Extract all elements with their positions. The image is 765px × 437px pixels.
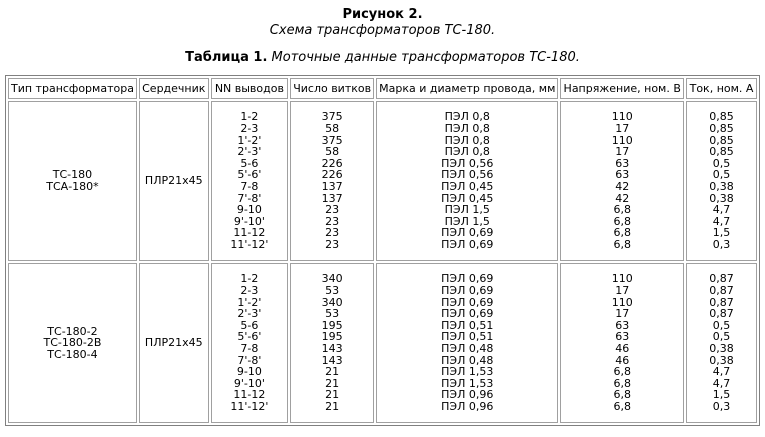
terminals-value: 7'-8'	[237, 191, 262, 205]
terminals-value: 5'-6'	[237, 330, 262, 344]
current-value: 0,85	[709, 110, 734, 124]
header-turns: Число витков	[290, 78, 374, 99]
figure-title: Рисунок 2.	[342, 7, 423, 22]
transformer-type: ТС-180-2	[47, 324, 98, 338]
current-value: 0,85	[709, 122, 734, 136]
voltage-cell	[560, 101, 684, 261]
voltage-value: 110	[611, 133, 633, 147]
wire-value: ПЭЛ 1,53	[441, 365, 494, 379]
turns-value: 340	[321, 295, 343, 309]
turns-value: 226	[321, 156, 343, 170]
terminals-value: 9-10	[236, 365, 262, 379]
voltage-value: 6,8	[613, 226, 631, 240]
turns-value: 23	[325, 203, 340, 217]
voltage-value: 6,8	[613, 365, 631, 379]
current-value: 0,5	[712, 156, 731, 170]
turns-value: 23	[325, 237, 340, 251]
wire-value: ПЭЛ 0,48	[441, 342, 494, 355]
wire-value: ПЭЛ 0,8	[444, 122, 490, 136]
current-value: 0,3	[712, 237, 731, 251]
turns-value: 375	[321, 110, 343, 124]
turns-value: 21	[325, 388, 340, 402]
wire-value: ПЭЛ 0,69	[441, 226, 494, 240]
turns-value: 23	[325, 226, 340, 240]
current-value: 0,85	[709, 133, 734, 147]
transformer-type: ТСА-180*	[46, 180, 99, 193]
terminals-value: 11-12	[233, 388, 266, 402]
wire-value: ПЭЛ 0,51	[441, 330, 494, 344]
current-value: 0,5	[712, 318, 731, 332]
terminals-value: 2'-3'	[237, 307, 262, 321]
terminals-value: 2-3	[240, 284, 259, 298]
current-value: 4,7	[712, 376, 731, 390]
current-value: 0,3	[712, 399, 731, 413]
turns-value: 195	[321, 330, 343, 344]
terminals-value: 5-6	[240, 156, 259, 170]
terminals-value: 1-2	[240, 272, 259, 286]
current-value: 0,5	[712, 330, 731, 344]
turns-cell	[290, 263, 374, 423]
turns-value: 21	[325, 399, 340, 413]
wire-value: ПЭЛ 1,5	[444, 214, 490, 228]
wire-value: ПЭЛ 0,8	[444, 145, 490, 159]
current-value: 0,38	[709, 353, 734, 367]
table-caption-prefix: Таблица 1.	[185, 50, 268, 65]
wire-value: ПЭЛ 0,8	[444, 133, 490, 147]
turns-value: 226	[321, 168, 343, 182]
transformer-type: ТС-180	[52, 168, 93, 182]
voltage-value: 110	[611, 110, 633, 124]
terminals-value: 9'-10'	[233, 214, 265, 228]
table-caption	[0, 50, 765, 66]
turns-value: 195	[321, 318, 343, 332]
wire-value: ПЭЛ 0,51	[441, 318, 494, 332]
current-value: 4,7	[712, 365, 731, 379]
current-value: 0,87	[709, 307, 734, 321]
terminals-value: 7'-8'	[237, 353, 262, 367]
wire-cell	[376, 101, 558, 261]
turns-cell	[290, 101, 374, 261]
core-cell: ПЛР21х45	[139, 101, 209, 261]
terminals-value: 2-3	[240, 122, 259, 136]
current-cell	[686, 263, 757, 423]
voltage-value: 17	[615, 307, 630, 321]
turns-value: 340	[321, 272, 343, 286]
voltage-value: 17	[615, 284, 630, 298]
current-value: 4,7	[712, 214, 731, 228]
voltage-value: 42	[615, 180, 630, 193]
winding-data-table	[5, 75, 760, 426]
header-current: Ток, ном. А	[686, 78, 757, 99]
terminals-value: 11-12	[233, 226, 266, 240]
table-container	[5, 75, 760, 426]
turns-value: 21	[325, 365, 340, 379]
turns-value: 58	[325, 122, 340, 136]
terminals-value: 9-10	[236, 203, 262, 217]
table-row	[8, 101, 757, 261]
table-header-row	[8, 78, 757, 99]
current-value: 0,85	[709, 145, 734, 159]
voltage-value: 63	[615, 156, 630, 170]
voltage-value: 6,8	[613, 214, 631, 228]
wire-value: ПЭЛ 0,69	[441, 237, 494, 251]
current-value: 4,7	[712, 203, 731, 217]
wire-value: ПЭЛ 0,96	[441, 388, 494, 402]
current-value: 0,5	[712, 168, 731, 182]
voltage-cell	[560, 263, 684, 423]
turns-value: 375	[321, 133, 343, 147]
wire-value: ПЭЛ 0,69	[441, 295, 494, 309]
turns-value: 143	[321, 342, 343, 355]
current-cell	[686, 101, 757, 261]
wire-value: ПЭЛ 0,56	[441, 156, 494, 170]
wire-value: ПЭЛ 0,56	[441, 168, 494, 182]
turns-value: 53	[325, 307, 340, 321]
wire-value: ПЭЛ 0,69	[441, 307, 494, 321]
wire-value: ПЭЛ 1,5	[444, 203, 490, 217]
header-core: Сердечник	[139, 78, 209, 99]
terminals-value: 11'-12'	[230, 237, 269, 251]
current-value: 0,38	[709, 191, 734, 205]
wire-value: ПЭЛ 1,53	[441, 376, 494, 390]
current-value: 1,5	[712, 226, 731, 240]
voltage-value: 17	[615, 145, 630, 159]
current-value: 0,87	[709, 284, 734, 298]
transformer-type: ТС-180-4	[47, 347, 98, 361]
voltage-value: 110	[611, 272, 633, 286]
terminals-value: 11'-12'	[230, 399, 269, 413]
turns-value: 137	[321, 191, 343, 205]
turns-value: 143	[321, 353, 343, 367]
current-value: 1,5	[712, 388, 731, 402]
terminals-value: 5-6	[240, 318, 259, 332]
voltage-value: 46	[615, 342, 630, 355]
current-value: 0,38	[709, 342, 734, 355]
wire-value: ПЭЛ 0,48	[441, 353, 494, 367]
voltage-value: 110	[611, 295, 633, 309]
turns-value: 23	[325, 214, 340, 228]
wire-value: ПЭЛ 0,45	[441, 180, 494, 193]
terminals-value: 1-2	[240, 110, 259, 124]
wire-value: ПЭЛ 0,69	[441, 272, 494, 286]
terminals-value: 1'-2'	[237, 133, 262, 147]
wire-value: ПЭЛ 0,45	[441, 191, 494, 205]
terminals-value: 7-8	[240, 180, 259, 193]
terminals-value: 9'-10'	[233, 376, 265, 390]
transformer-type: ТС-180-2В	[43, 336, 102, 350]
turns-value: 21	[325, 376, 340, 390]
voltage-value: 6,8	[613, 376, 631, 390]
turns-value: 58	[325, 145, 340, 159]
voltage-value: 17	[615, 122, 630, 136]
voltage-value: 6,8	[613, 388, 631, 402]
voltage-value: 63	[615, 168, 630, 182]
core-cell: ПЛР21х45	[139, 263, 209, 423]
terminals-value: 7-8	[240, 342, 259, 355]
transformer-type-cell	[8, 263, 137, 423]
wire-value: ПЭЛ 0,8	[444, 110, 490, 124]
voltage-value: 6,8	[613, 237, 631, 251]
voltage-value: 6,8	[613, 399, 631, 413]
header-voltage: Напряжение, ном. В	[560, 78, 684, 99]
wire-value: ПЭЛ 0,96	[441, 399, 494, 413]
voltage-value: 63	[615, 330, 630, 344]
header-type: Тип трансформатора	[8, 78, 137, 99]
wire-value: ПЭЛ 0,69	[441, 284, 494, 298]
header-wire: Марка и диаметр провода, мм	[376, 78, 558, 99]
terminals-value: 1'-2'	[237, 295, 262, 309]
header-terminals: NN выводов	[211, 78, 289, 99]
table-caption-text: Моточные данные трансформаторов ТС-180.	[271, 50, 580, 65]
terminals-value: 2'-3'	[237, 145, 262, 159]
table-row	[8, 263, 757, 423]
terminals-value: 5'-6'	[237, 168, 262, 182]
terminals-cell	[211, 263, 289, 423]
current-value: 0,87	[709, 295, 734, 309]
current-value: 0,87	[709, 272, 734, 286]
terminals-cell	[211, 101, 289, 261]
wire-cell	[376, 263, 558, 423]
voltage-value: 46	[615, 353, 630, 367]
transformer-type-cell	[8, 101, 137, 261]
voltage-value: 42	[615, 191, 630, 205]
voltage-value: 6,8	[613, 203, 631, 217]
figure-subtitle: Схема трансформаторов ТС-180.	[269, 23, 496, 38]
table-body	[8, 101, 757, 423]
voltage-value: 63	[615, 318, 630, 332]
turns-value: 53	[325, 284, 340, 298]
turns-value: 137	[321, 180, 343, 193]
current-value: 0,38	[709, 180, 734, 193]
